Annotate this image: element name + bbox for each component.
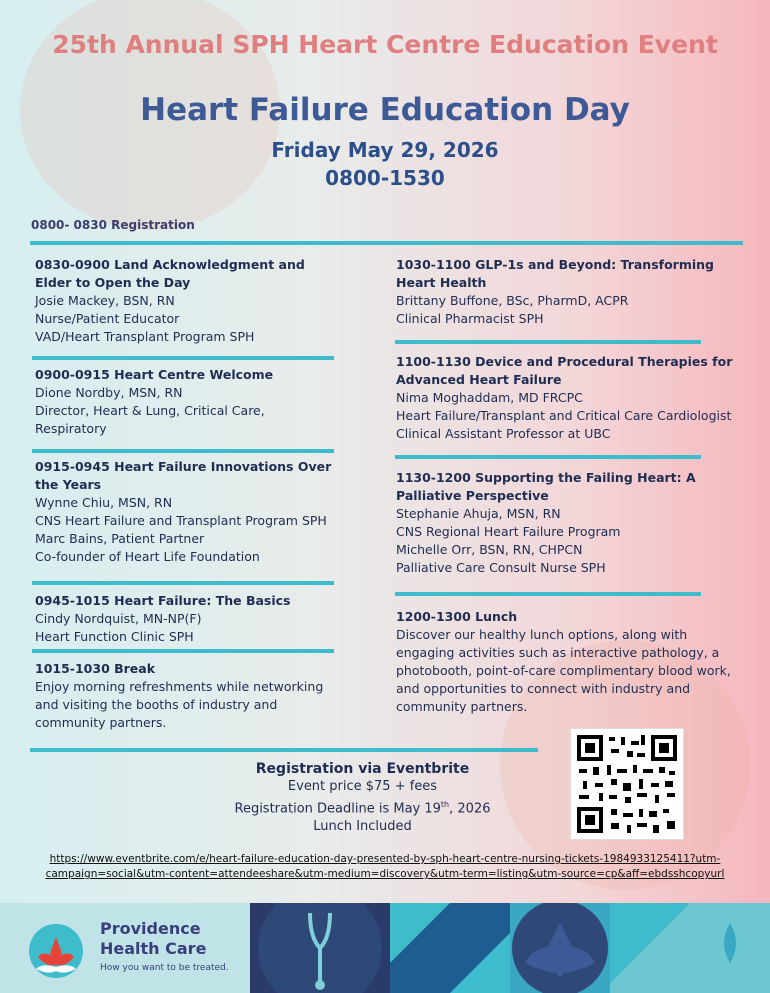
session-block — [35, 458, 347, 566]
session-line: Stephanie Ahuja, MSN, RN — [396, 506, 561, 521]
session-line: VAD/Heart Transplant Program SPH — [35, 329, 255, 344]
session-line: Brittany Buffone, BSc, PharmD, ACPR — [396, 293, 629, 308]
session-heading: 0830-0900 Land Acknowledgment and Elder to Open the Day — [35, 257, 305, 290]
divider — [32, 649, 334, 653]
session-heading: 1200-1300 Lunch — [396, 609, 518, 624]
session-heading: 0945-1015 Heart Failure: The Basics — [35, 593, 291, 608]
session-line: Cindy Nordquist, MN-NP(F) — [35, 611, 202, 626]
session-block — [396, 353, 761, 443]
session-heading: 1015-1030 Break — [35, 661, 156, 676]
divider — [30, 241, 743, 245]
session-block — [35, 366, 295, 438]
registration-info — [200, 760, 525, 836]
session-heading: 0915-0945 Heart Failure Innovations Over the Years — [35, 459, 332, 492]
session-line: Heart Function Clinic SPH — [35, 629, 194, 644]
divider — [32, 449, 334, 453]
divider — [32, 356, 334, 360]
divider — [32, 581, 334, 585]
qr-code-graphic — [571, 729, 683, 839]
session-line: Co-founder of Heart Life Foundation — [35, 549, 260, 564]
session-line: Michelle Orr, BSN, RN, CHPCN — [396, 542, 583, 557]
session-line: Clinical Pharmacist SPH — [396, 311, 544, 326]
session-line: Josie Mackey, BSN, RN — [35, 293, 175, 308]
qr-code[interactable] — [570, 728, 684, 840]
page-title: Heart Failure Education Day — [140, 92, 630, 128]
session-line: Heart Failure/Transplant and Critical Care Cardiologist — [396, 408, 732, 423]
session-line: Dione Nordby, MSN, RN — [35, 385, 183, 400]
session-line: Enjoy morning refreshments while networking and visiting the booths of industry and community partners. — [35, 679, 324, 730]
session-line: CNS Regional Heart Failure Program — [396, 524, 621, 539]
session-line: Clinical Assistant Professor at UBC — [396, 426, 611, 441]
session-line: Nima Moghaddam, MD FRCPC — [396, 390, 583, 405]
divider — [395, 592, 701, 596]
session-line: Discover our healthy lunch options, along with engaging activities such as interactive pathology, a photobooth, point-of-care complimentary blood work, and opportunities to connect with industry and community partners. — [396, 627, 731, 714]
session-line: CNS Heart Failure and Transplant Program SPH — [35, 513, 327, 528]
divider — [395, 340, 701, 344]
org-name: Providence Health Care — [100, 919, 207, 958]
footer-band — [0, 903, 770, 993]
registration-heading: Registration via Eventbrite — [255, 761, 470, 777]
session-block — [35, 660, 350, 732]
event-date: Friday May 29, 2026 — [271, 138, 499, 162]
session-heading: 0900-0915 Heart Centre Welcome — [35, 367, 274, 382]
session-line: Director, Heart & Lung, Critical Care, Respiratory — [35, 403, 265, 436]
session-block — [396, 256, 716, 328]
session-block — [396, 608, 746, 716]
registration-link[interactable]: https://www.eventbrite.com/e/heart-failure-education-day-presented-by-sph-heart-centre-nursing-tickets-1984933125411?utm-campaign=social&utm-content=attendeeshare&utm-medium=discovery&utm-term=listing&utm-source=cp&aff=ebdsshcopyurl — [45, 853, 725, 880]
providence-logo-icon — [28, 923, 84, 979]
registration-time: 0800- 0830 Registration — [31, 218, 195, 232]
session-block — [35, 256, 345, 346]
event-series-title: 25th Annual SPH Heart Centre Education Event — [52, 30, 718, 59]
divider — [30, 748, 538, 752]
session-line: Nurse/Patient Educator — [35, 311, 180, 326]
event-price: Event price $75 + fees — [287, 779, 438, 794]
session-line: Wynne Chiu, MSN, RN — [35, 495, 173, 510]
event-time: 0800-1530 — [325, 166, 445, 190]
session-heading: 1130-1200 Supporting the Failing Heart: A Palliative Perspective — [396, 470, 696, 503]
session-block — [396, 469, 696, 577]
lunch-note: Lunch Included — [313, 819, 412, 835]
divider — [395, 455, 701, 459]
session-line: Palliative Care Consult Nurse SPH — [396, 560, 606, 575]
org-tagline: How you want to be treated. — [100, 963, 229, 973]
registration-deadline: Registration Deadline is May 19th, 2026 — [234, 800, 491, 817]
session-heading: 1100-1130 Device and Procedural Therapies for Advanced Heart Failure — [396, 354, 733, 387]
session-line: Marc Bains, Patient Partner — [35, 531, 205, 546]
session-heading: 1030-1100 GLP-1s and Beyond: Transforming Heart Health — [396, 257, 714, 290]
session-block — [35, 592, 335, 646]
